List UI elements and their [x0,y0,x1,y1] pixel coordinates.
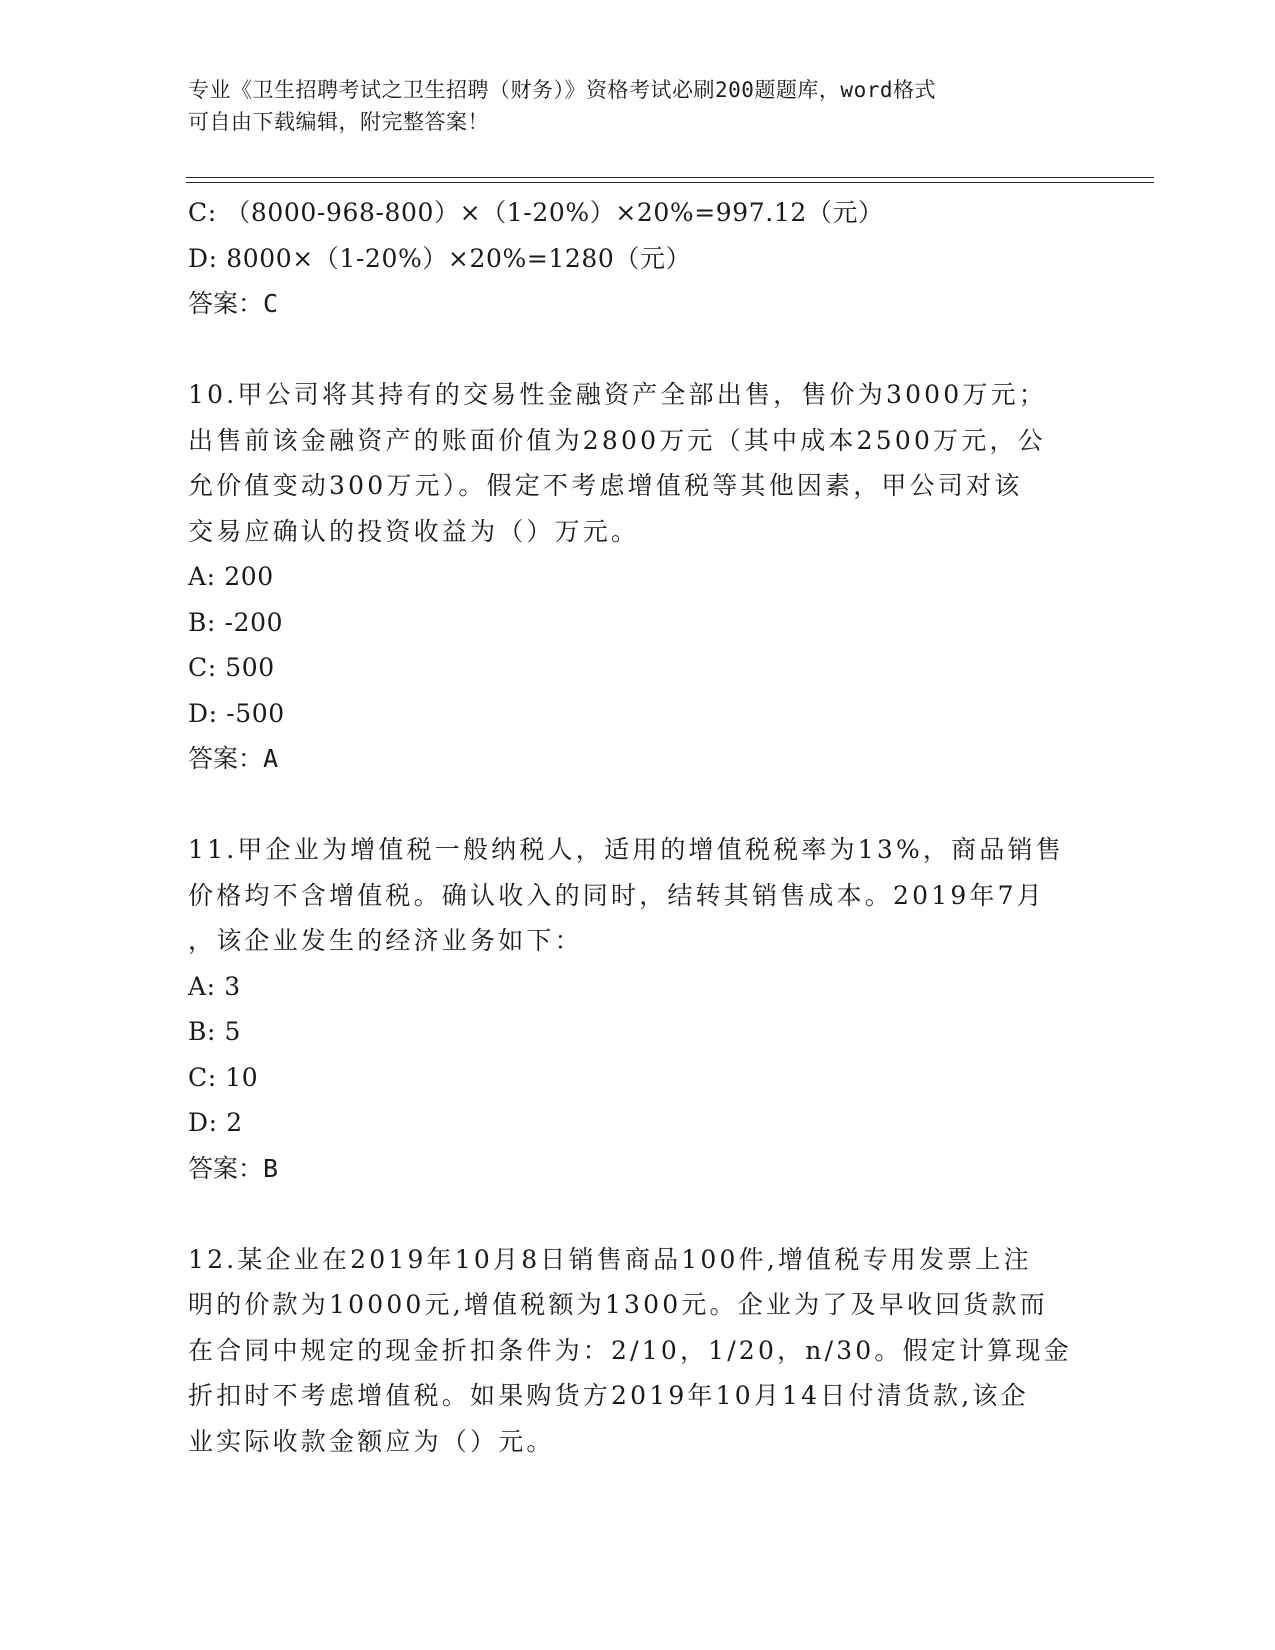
spacer [188,327,1068,373]
option-d: D: 2 [188,1108,243,1137]
page-header [188,74,1068,138]
option-b: B: -200 [188,607,284,637]
option-d: D: -500 [188,698,285,728]
question-line: 出售前该金融资产的账面价值为2800万元（其中成本2500万元，公 [188,425,1046,455]
spacer [188,782,1068,828]
question-10-text [188,372,1068,554]
option-a: A: 3 [188,971,241,1001]
question-line: 11.甲企业为增值税一般纳税人，适用的增值税税率为13%，商品销售 [188,835,1064,864]
header-title-line-1: 专业《卫生招聘考试之卫生招聘（财务）》资格考试必刷200题题库，word格式 [188,78,936,102]
question-line: 折扣时不考虑增值税。如果购货方2019年10月14日付清货款,该企 [188,1381,1029,1410]
question-line: ，该企业发生的经济业务如下： [188,926,583,955]
question-line: 业实际收款金额应为（）元。 [188,1426,555,1456]
option-c: C: （8000-968-800）×（1-20%）×20%=997.12（元） [188,198,884,227]
option-d: D: 8000×（1-20%）×20%=1280（元） [188,243,692,273]
spacer [188,1191,1068,1237]
answer-line: 答案：C [188,289,279,318]
question-11-text [188,827,1068,964]
option-b: B: 5 [188,1017,242,1046]
document-body [188,190,1072,1464]
option-c: C: 10 [188,1062,259,1092]
header-divider-bottom [186,182,1154,183]
option-c: C: 500 [188,653,275,682]
question-line: 10.甲公司将其持有的交易性金融资产全部出售，售价为3000万元； [188,380,1047,409]
question-line: 价格均不含增值税。确认收入的同时，结转其销售成本。2019年7月 [188,880,1045,910]
question-line: 在合同中规定的现金折扣条件为：2/10，1/20，n/30。假定计算现金 [188,1335,1072,1365]
header-divider-top [186,177,1154,178]
option-a: A: 200 [188,562,274,591]
question-line: 12.某企业在2019年10月8日销售商品100件,增值税专用发票上注 [188,1244,1032,1274]
question-line: 明的价款为10000元,增值税额为1300元。企业为了及早收回货款而 [188,1290,1048,1319]
answer-line: 答案：A [188,744,279,773]
question-line: 交易应确认的投资收益为（）万元。 [188,516,640,546]
header-title-line-2: 可自由下载编辑，附完整答案！ [188,110,489,134]
question-line: 允价值变动300万元）。假定不考虑增值税等其他因素，甲公司对该 [188,471,1023,500]
question-12-text [188,1237,1072,1465]
answer-line: 答案：B [188,1153,279,1183]
